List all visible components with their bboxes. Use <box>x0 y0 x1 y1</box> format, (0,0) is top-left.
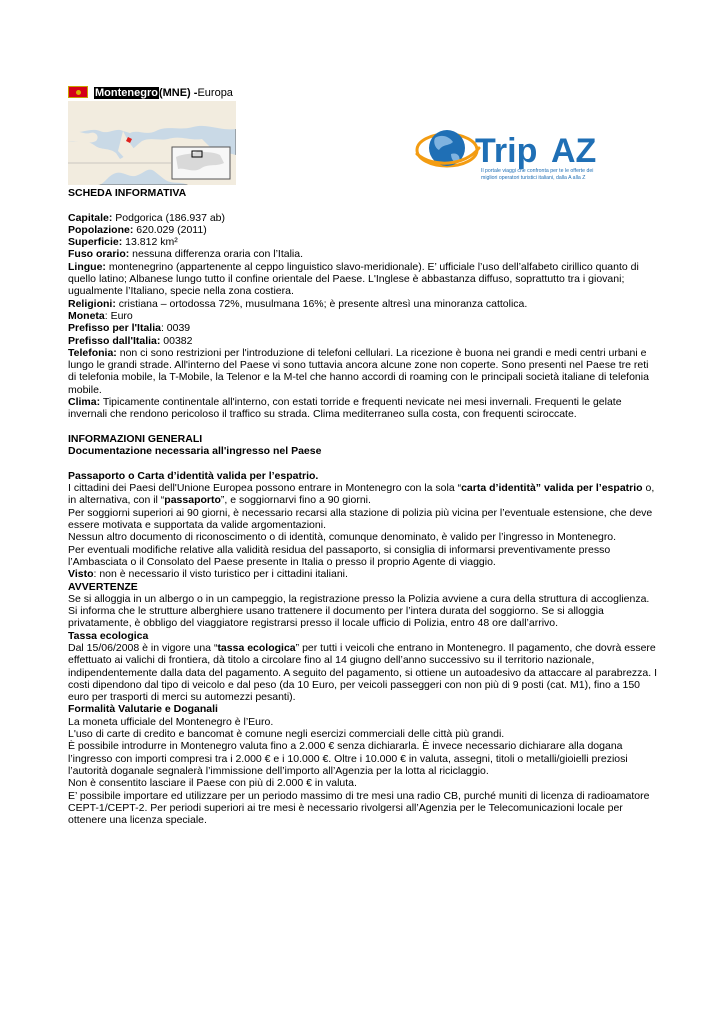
superficie-value: 13.812 km² <box>122 236 178 249</box>
formalita-paragraph-2: L'uso di carte di credito e bancomat è comune negli esercizi commerciali delle città più grandi. <box>68 728 505 741</box>
tassa-paragraph: Dal 15/06/2008 è in vigore una “tassa ecologica” per tutti i veicoli che entrano in Montenegro. Il pagamento, che dovrà essere effettuato ai valichi di frontiera, dà titolo a circolare fino al 14 giugno dell’anno successivo su il territorio nazionale, indipendentemente dalla data del pagamento. A seguito del pagamento, si ottiene un autoadesivo da attaccare al parabrezza. I costi dipendono dal tipo di veicolo e dal peso (da 10 Euro, per veicoli passeggeri con non più di 9 posti (cat. M1), fino a 150 euro per trasporti di merci su automezzi pesanti). <box>68 641 657 704</box>
prefisso-italia-label: Prefisso per l'Italia <box>68 322 161 335</box>
passaporto-heading: Passaporto o Carta d’identità valida per l’espatrio. <box>68 469 319 482</box>
superficie-line <box>68 236 658 248</box>
formalita-paragraph-1: La moneta ufficiale del Montenegro è l’Euro. <box>68 715 274 728</box>
avvertenze-heading: AVVERTENZE <box>68 580 138 593</box>
capitale-value: Podgorica (186.937 ab) <box>112 211 226 224</box>
clima-line <box>68 396 658 421</box>
passaporto-paragraph: I cittadini dei Paesi dell'Unione Europea possono entrare in Montenegro con la sola “carta d’identità” valida per l’espatrio o, in alternativa, con il “passaporto”, e soggiornarvi fino a 90 giorni. <box>68 482 655 507</box>
popolazione-value: 620.029 (2011) <box>133 223 207 236</box>
superficie-label: Superficie: <box>68 236 123 249</box>
formalita-paragraph-4: Non è consentito lasciare il Paese con più di 2.000 € in valuta. <box>68 777 357 790</box>
popolazione-line <box>68 224 658 236</box>
modifiche-paragraph: Per eventuali modifiche relative alla validità residua del passaporto, si consiglia di informarsi preventivamente presso l’Ambasciata o il Consolato del Paese presente in Italia o presso il proprio Agente di viaggio. <box>68 543 611 568</box>
clima-label: Clima: <box>68 396 101 409</box>
telefonia-line <box>68 347 658 396</box>
info-heading: INFORMAZIONI GENERALI <box>68 432 203 445</box>
visto-label: Visto <box>68 568 94 581</box>
prefisso-italia-value: : 0039 <box>160 322 191 335</box>
lingue-value: montenegrino (appartenente al ceppo linguistico slavo-meridionale). E’ ufficiale l’uso dell’alfabeto cirillico quanto di quello latino; Albanese lungo tutto il confine orientale del Paese. L'Inglese è abbastanza diffuso, soprattutto tra i giovani; ugualmente l’Italiano, specie nella zona costiera. <box>68 260 639 298</box>
popolazione-label: Popolazione: <box>68 223 134 236</box>
capitale-line <box>68 212 658 224</box>
tripaz-logo <box>413 124 633 184</box>
clima-value: Tipicamente continentale all'interno, con estati torride e frequenti nevicate nei mesi invernali. Frequenti le gelate invernali che rendono pericoloso il traffico su strada. Clima mediterraneo sulla costa, con frequenti sciroccate. <box>68 396 622 421</box>
telefonia-label: Telefonia: <box>68 346 117 359</box>
country-code: (MNE) - <box>158 87 198 99</box>
montenegro-flag-icon <box>68 86 88 98</box>
religioni-label: Religioni: <box>68 297 116 310</box>
lingue-label: Lingue: <box>68 260 106 273</box>
formalita-heading: Formalità Valutarie e Doganali <box>68 703 218 716</box>
religioni-line <box>68 298 658 310</box>
scheda-heading: SCHEDA INFORMATIVA <box>68 187 187 199</box>
avvertenze-paragraph: Se si alloggia in un albergo o in un campeggio, la registrazione presso la Polizia avviene a cura della struttura di accoglienza. Si informa che le strutture alberghiere usano trattenere il documento per l’intera durata del soggiorno. Se si alloggia privatamente, è obbligo del viaggiatore registrarsi presso il locale ufficio di Polizia, entro 48 ore dall’arrivo. <box>68 592 650 630</box>
logo-tagline-2: migliori operatori turistici italiani, dalla A alla Z <box>481 175 586 181</box>
continent-name: Europa <box>197 87 233 99</box>
prefisso-dall-italia-line <box>68 335 658 347</box>
visto-value: : non è necessario il visto turistico per i cittadini italiani. <box>93 568 348 581</box>
location-map <box>68 101 236 185</box>
tassa-heading: Tassa ecologica <box>68 629 149 642</box>
fuso-label: Fuso orario: <box>68 248 130 261</box>
lingue-line <box>68 261 658 298</box>
logo-trip-text: Trip <box>475 132 538 170</box>
religioni-value: cristiana – ortodossa 72%, musulmana 16%; è presente altresì una minoranza cattolica. <box>115 297 528 310</box>
prefisso-italia-line <box>68 322 658 334</box>
formalita-paragraph-3: È possibile introdurre in Montenegro valuta fino a 2.000 € senza dichiararla. È invece necessario dichiarare alla dogana l’ingresso con importi compresi tra i 2.000 € e i 10.000 €. Oltre i 10.000 € in valuta, assegni, titoli o metalli/gioielli preziosi l’autorità doganale segnalerà l’immissione dell’importo all’Agenzia per la lotta al riciclaggio. <box>68 740 628 777</box>
country-name: Montenegro <box>95 87 158 99</box>
prefisso-dall-italia-label: Prefisso dall'Italia: <box>68 334 161 347</box>
logo-az-text: AZ <box>551 132 597 170</box>
visto-line <box>68 568 658 580</box>
formalita-paragraph-5: E’ possibile importare ed utilizzare per un periodo massimo di tre mesi una radio CB, purché muniti di licenza di radioamatore CEPT-1/CEPT-2. Per periodi superiori ai tre mesi è necessario rivolgersi all’Agenzia per le Telecomunicazioni locale per ottenere una licenza speciale. <box>68 789 650 827</box>
logo-tagline-1: Il portale viaggi che confronta per te le offerte dei <box>481 168 594 174</box>
prefisso-dall-italia-value: 00382 <box>160 334 193 347</box>
documento-paragraph: Nessun altro documento di riconoscimento o di identità, comunque denominato, è valido per l’ingresso in Montenegro. <box>68 531 617 544</box>
country-header <box>68 86 233 100</box>
fuso-value: nessuna differenza oraria con l’Italia. <box>129 248 304 261</box>
telefonia-value: non ci sono restrizioni per l'introduzione di telefoni cellulari. La ricezione è buona nei grandi e medi centri urbani e lungo le grandi strade. All'interno del Paese vi sono tuttavia ancora alcune zone non coperte. Sono presenti nel Paese tre reti di telefonia mobile, la T-Mobile, la Telenor e la M-tel che hanno accordi di roaming con le principali società italiane di telefonia mobile. <box>68 346 649 396</box>
moneta-line <box>68 310 658 322</box>
document-body <box>68 187 658 826</box>
moneta-label: Moneta <box>68 309 105 322</box>
moneta-value: : Euro <box>104 309 133 322</box>
fuso-line <box>68 248 658 260</box>
documentazione-heading: Documentazione necessaria all'ingresso nel Paese <box>68 445 322 458</box>
soggiorni-paragraph: Per soggiorni superiori ai 90 giorni, è necessario recarsi alla stazione di polizia più vicina per l’eventuale estensione, che deve essere motivata e supportata da valide argomentazioni. <box>68 506 653 532</box>
capitale-label: Capitale: <box>68 211 113 224</box>
